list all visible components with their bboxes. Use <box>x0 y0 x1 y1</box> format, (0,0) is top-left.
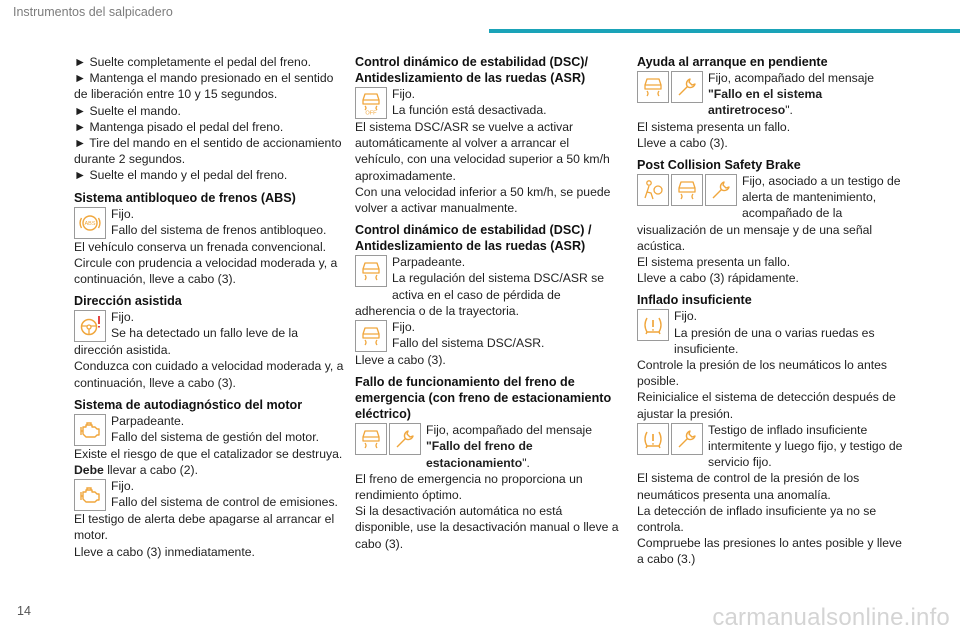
ebrake-message-end: ". <box>522 455 530 470</box>
hill-action: Lleve a cabo (3). <box>637 135 728 150</box>
abs-heading: Sistema antibloqueo de frenos (ABS) <box>74 190 296 205</box>
dsc-off-state: Fijo. <box>392 87 416 101</box>
page-number: 14 <box>17 604 31 618</box>
tyre-heading: Inflado insuficiente <box>637 293 752 308</box>
steering-state: Fijo. <box>111 310 135 325</box>
airbag-icon <box>637 174 669 206</box>
dsc-off-icon <box>355 87 387 119</box>
tyre-fault-action: Compruebe las presiones lo antes posible y lleve a cabo (3.) <box>637 536 902 567</box>
engine-a-desc: Fallo del sistema de gestión del motor. <box>111 430 319 445</box>
abs-advice: El vehículo conserva un frenada convencional. Circule con prudencia a velocidad moderada y, a continuación, lleve a cabo (3). <box>74 239 338 287</box>
header-title: Instrumentos del salpicadero <box>13 5 173 19</box>
dsc-a-desc: La regulación del sistema DSC/ASR se activa en el caso de pérdida de adherencia o de la trayectoria. <box>355 271 605 318</box>
dsc-b-action: Lleve a cabo (3). <box>355 353 446 368</box>
tyre-reset: Reinicialice el sistema de detección después de ajustar la presión. <box>637 390 896 421</box>
pcsb-action: Lleve a cabo (3) rápidamente. <box>637 271 799 286</box>
dsc-off-manual: Con una velocidad inferior a 50 km/h, se puede volver a activar manualmente. <box>355 184 611 216</box>
ebrake-info: El freno de emergencia no proporciona un rendimiento óptimo. <box>355 471 583 503</box>
hill-state: Fijo, acompañado del mensaje <box>708 71 874 85</box>
dsc-icon-5 <box>671 174 703 206</box>
dsc-off-desc: La función está desactivada. <box>392 103 547 118</box>
ebrake-state: Fijo, acompañado del mensaje <box>426 423 592 438</box>
engine-heading: Sistema de autodiagnóstico del motor <box>74 397 303 412</box>
tyre-state: Fijo. <box>674 309 698 324</box>
pcsb-heading: Post Collision Safety Brake <box>637 158 801 173</box>
intro-step-4: ► Mantenga pisado el pedal del freno. <box>74 119 284 134</box>
engine-b-action: Lleve a cabo (3) inmediatamente. <box>74 544 255 559</box>
hill-info: El sistema presenta un fallo. <box>637 119 791 134</box>
steering-desc: Se ha detectado un fallo leve de la <box>111 326 299 341</box>
ebrake-action: Si la desactivación automática no está disponible, use la desactivación manual o lleve a cabo (3). <box>355 504 619 551</box>
tyre-pressure-icon-2 <box>637 423 669 455</box>
tyre-pressure-icon <box>637 309 669 341</box>
abs-warning-icon <box>74 207 106 239</box>
dsc-off-info: El sistema DSC/ASR se vuelve a activar automáticamente al volver a arrancar el vehículo, con una velocidad superior a 50 km/h aproximadamente. <box>355 120 610 183</box>
tyre-advice: Controle la presión de los neumáticos lo antes posible. <box>637 358 887 389</box>
engine-b-note: El testigo de alerta debe apagarse al arrancar el motor. <box>74 512 335 543</box>
dsc-a-state: Parpadeante. <box>392 255 466 270</box>
steering-warning-icon <box>74 310 106 342</box>
engine-a-state: Parpadeante. <box>111 413 185 428</box>
dsc-off-heading: Control dinámico de estabilidad (DSC)/ Antideslizamiento de las ruedas (ASR) <box>355 55 589 85</box>
engine-b-state: Fijo. <box>111 479 135 494</box>
hill-heading: Ayuda al arranque en pendiente <box>637 55 828 69</box>
tyre-desc: La presión de una o varias ruedas es insuficiente. <box>674 325 875 356</box>
dsc-icon-4 <box>637 71 669 103</box>
header-accent-bar <box>489 29 960 33</box>
engine-warning-icon-2 <box>74 479 106 511</box>
hill-message-bold: "Fallo en el sistema antiretroceso <box>708 87 823 118</box>
dsc-icon-2 <box>355 320 387 352</box>
steering-advice: Conduzca con cuidado a velocidad moderada y, a continuación, lleve a cabo (3). <box>74 359 344 390</box>
dsc-icon <box>355 255 387 287</box>
intro-step-5: ► Tire del mando en el sentido de accionamiento durante 2 segundos. <box>74 136 342 167</box>
dsc-icon-3 <box>355 423 387 455</box>
intro-step-2: ► Mantenga el mando presionado en el sentido de liberación entre 10 y 15 segundos. <box>74 71 334 102</box>
dsc-b-desc: Fallo del sistema DSC/ASR. <box>392 336 545 351</box>
svg-text:OFF: OFF <box>365 110 377 115</box>
wrench-icon-4 <box>671 423 703 455</box>
wrench-icon-2 <box>671 71 703 103</box>
column-3 <box>637 54 907 568</box>
engine-b-desc: Fallo del sistema de control de emisiones. <box>111 495 338 510</box>
engine-warning-icon <box>74 414 106 446</box>
intro-step-6: ► Suelte el mando y el pedal del freno. <box>74 168 288 183</box>
intro-step-3: ► Suelte el mando. <box>74 103 181 118</box>
hill-message-end: ". <box>785 103 793 118</box>
column-2 <box>355 54 620 552</box>
engine-a-action-text: llevar a cabo (2). <box>103 463 198 478</box>
svg-text:ABS: ABS <box>84 220 96 227</box>
tyre-fault-detection: La detección de inflado insuficiente ya no se controla. <box>637 503 877 535</box>
pcsb-info: El sistema presenta un fallo. <box>637 255 791 270</box>
wrench-icon <box>389 423 421 455</box>
engine-a-action <box>74 462 344 478</box>
watermark: carmanualsonline.info <box>712 604 950 631</box>
abs-state: Fijo. <box>111 206 135 221</box>
engine-a-action-bold: Debe <box>74 463 104 478</box>
ebrake-message-bold: "Fallo del freno de estacionamiento <box>426 439 533 470</box>
pcsb-desc: Fijo, asociado a un testigo de alerta de mantenimiento, acompañado de la visualización de un mensaje y de una señal acústica. <box>637 174 901 253</box>
steering-heading: Dirección asistida <box>74 294 182 309</box>
intro-step-1: ► Suelte completamente el pedal del freno. <box>74 55 311 69</box>
abs-desc: Fallo del sistema de frenos antibloqueo. <box>111 222 327 237</box>
ebrake-heading: Fallo de funcionamiento del freno de emergencia (con freno de estacionamiento eléctrico) <box>355 375 612 422</box>
tyre-fault-desc: Testigo de inflado insuficiente intermitente y luego fijo, y testigo de servicio fijo. <box>708 422 903 470</box>
wrench-icon-3 <box>705 174 737 206</box>
dsc-b-state: Fijo. <box>392 320 416 335</box>
dsc-heading: Control dinámico de estabilidad (DSC) / Antideslizamiento de las ruedas (ASR) <box>355 223 592 254</box>
engine-a-warning: Existe el riesgo de que el catalizador se destruya. <box>74 446 343 461</box>
steering-desc-cont: dirección asistida. <box>74 343 171 358</box>
column-1 <box>74 54 344 560</box>
tyre-fault-info: El sistema de control de la presión de los neumáticos presenta una anomalía. <box>637 471 860 502</box>
